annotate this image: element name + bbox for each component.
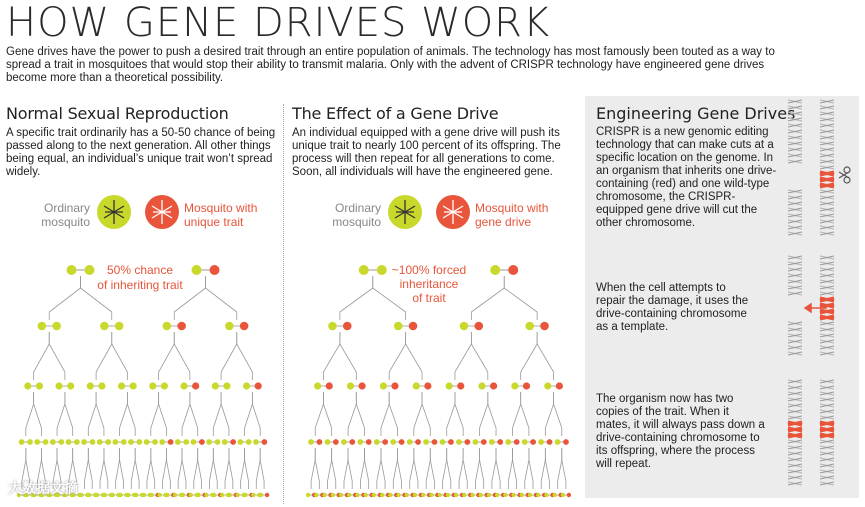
mosquito-node bbox=[380, 382, 387, 389]
mosquito-node bbox=[243, 382, 250, 389]
mosquito-node bbox=[85, 265, 95, 275]
mosquito-node bbox=[399, 439, 405, 445]
mosquito-node bbox=[495, 493, 499, 497]
mosquito-node bbox=[446, 493, 450, 497]
mosquito-node bbox=[199, 439, 205, 445]
mosquito-node bbox=[246, 439, 252, 445]
chance-label-1: ~100% forced bbox=[391, 263, 467, 277]
mosquito-node bbox=[328, 322, 337, 331]
mosquito-node bbox=[372, 493, 376, 497]
mosquito-node bbox=[130, 382, 137, 389]
mosquito-node bbox=[446, 382, 453, 389]
mosquito-node bbox=[192, 382, 199, 389]
mosquito-node bbox=[343, 322, 352, 331]
drive-heading: The Effect of a Gene Drive bbox=[292, 104, 499, 123]
mosquito-node bbox=[470, 493, 474, 497]
mosquito-node bbox=[308, 439, 314, 445]
ordinary-label-1: Ordinary bbox=[334, 201, 381, 215]
mosquito-node bbox=[259, 493, 263, 497]
ordinary-label-1: Ordinary bbox=[43, 201, 90, 215]
mosquito-node bbox=[228, 493, 232, 497]
mosquito-node bbox=[552, 493, 556, 497]
unique-label-1: Mosquito with bbox=[475, 201, 549, 215]
mosquito-node bbox=[405, 493, 409, 497]
mosquito-node bbox=[456, 439, 462, 445]
mosquito-node bbox=[19, 439, 25, 445]
mosquito-node bbox=[222, 439, 228, 445]
mosquito-node bbox=[157, 493, 161, 497]
mosquito-node bbox=[563, 439, 569, 445]
mosquito-node bbox=[142, 493, 146, 497]
mosquito-node bbox=[215, 439, 221, 445]
mosquito-node bbox=[474, 322, 483, 331]
mosquito-node bbox=[525, 322, 534, 331]
mosquito-node bbox=[183, 439, 189, 445]
mosquito-node bbox=[478, 382, 485, 389]
mosquito-node bbox=[490, 382, 497, 389]
step1-text: CRISPR is a new genomic editing technology that can make cuts at a specific location on the genome. In an organism that inherits one drive-containing (red) and one wild-type chromosome, the CRISPR-equipped gene drive will cut the other chromosome. bbox=[596, 126, 777, 229]
mosquito-node bbox=[110, 493, 114, 497]
mosquito-node bbox=[168, 439, 174, 445]
mosquito-node bbox=[479, 493, 483, 497]
mosquito-node bbox=[440, 439, 446, 445]
mosquito-node bbox=[359, 265, 369, 275]
chromosome bbox=[788, 100, 802, 235]
mosquito-node bbox=[317, 439, 323, 445]
mosquito-node bbox=[38, 322, 47, 331]
ordinary-label-2: mosquito bbox=[41, 215, 90, 229]
chance-label-2: of inheriting trait bbox=[97, 278, 183, 292]
page-title: HOW GENE DRIVES WORK bbox=[6, 0, 551, 46]
drive-section bbox=[292, 104, 577, 179]
mosquito-node bbox=[240, 322, 249, 331]
mosquito-node bbox=[540, 322, 549, 331]
mosquito-node bbox=[103, 493, 107, 497]
mosquito-node bbox=[505, 439, 511, 445]
mosquito-node bbox=[355, 493, 359, 497]
mosquito-node bbox=[52, 322, 61, 331]
mosquito-node bbox=[314, 493, 318, 497]
mosquito-node bbox=[225, 322, 234, 331]
mosquito-node bbox=[413, 493, 417, 497]
step3-text: The organism now has two copies of the trait. When it mates, it will always pass down a drive-containing chromosome to its offspring, where the process will repeat. bbox=[596, 393, 765, 470]
mosquito-node bbox=[206, 439, 212, 445]
mosquito-node bbox=[67, 382, 74, 389]
mosquito-node bbox=[457, 382, 464, 389]
mosquito-node bbox=[357, 439, 363, 445]
engineering-heading: Engineering Gene Drives bbox=[596, 104, 796, 123]
mosquito-node bbox=[382, 439, 388, 445]
mosquito-node bbox=[100, 322, 109, 331]
mosquito-node bbox=[212, 493, 216, 497]
mosquito-node bbox=[87, 382, 94, 389]
mosquito-node bbox=[407, 439, 413, 445]
scissors-icon bbox=[839, 167, 850, 183]
chromosome bbox=[820, 256, 834, 355]
chromosome bbox=[788, 256, 802, 355]
mosquito-node bbox=[121, 439, 127, 445]
mosquito-node bbox=[134, 493, 138, 497]
mosquito-node bbox=[24, 382, 31, 389]
mosquito-node bbox=[177, 322, 186, 331]
mosquito-node bbox=[460, 322, 469, 331]
mosquito-node bbox=[204, 493, 208, 497]
drive-text: An individual equipped with a gene drive will push its unique trait to nearly 100 percent of its offspring. The process will then repeat for all generations to come. Soon, all individuals will have the engineered gene. bbox=[292, 127, 561, 178]
mosquito-node bbox=[347, 493, 351, 497]
mosquito-node bbox=[339, 493, 343, 497]
mosquito-node bbox=[326, 382, 333, 389]
mosquito-node bbox=[341, 439, 347, 445]
mosquito-node bbox=[118, 493, 122, 497]
mosquito-node bbox=[265, 493, 269, 497]
mosquito-node bbox=[424, 382, 431, 389]
mosquito-node bbox=[152, 439, 158, 445]
mosquito-node bbox=[136, 439, 142, 445]
mosquito-node bbox=[34, 439, 40, 445]
mosquito-node bbox=[118, 382, 125, 389]
mosquito-node bbox=[97, 439, 103, 445]
ordinary-label-2: mosquito bbox=[332, 215, 381, 229]
mosquito-node bbox=[163, 322, 172, 331]
mosquito-node bbox=[255, 382, 262, 389]
mosquito-node bbox=[366, 439, 372, 445]
mosquito-node bbox=[388, 493, 392, 497]
mosquito-node bbox=[87, 493, 91, 497]
mosquito-node bbox=[95, 493, 99, 497]
mosquito-node bbox=[98, 382, 105, 389]
mosquito-node bbox=[220, 493, 224, 497]
mosquito-node bbox=[391, 382, 398, 389]
normal-text: A specific trait ordinarily has a 50-50 chance of being passed along to the next generation. All other things being equal, an individual’s unique trait won’t spread widely. bbox=[6, 127, 276, 178]
mosquito-node bbox=[520, 493, 524, 497]
mosquito-node bbox=[58, 439, 64, 445]
mosquito-node bbox=[27, 439, 33, 445]
mosquito-node bbox=[331, 493, 335, 497]
mosquito-node bbox=[237, 439, 243, 445]
mosquito-node bbox=[556, 382, 563, 389]
chance-label-2: inheritance bbox=[399, 277, 459, 291]
chance-label-1: 50% chance bbox=[106, 263, 174, 277]
mosquito-node bbox=[126, 493, 130, 497]
mosquito-node bbox=[74, 439, 80, 445]
mosquito-node bbox=[421, 493, 425, 497]
mosquito-node bbox=[380, 493, 384, 497]
mosquito-node bbox=[223, 382, 230, 389]
mosquito-node bbox=[544, 493, 548, 497]
mosquito-node bbox=[514, 439, 520, 445]
mosquito-node bbox=[175, 439, 181, 445]
mosquito-node bbox=[464, 439, 470, 445]
unique-label-2: unique trait bbox=[184, 215, 244, 229]
normal-section bbox=[6, 104, 276, 179]
mosquito-node bbox=[159, 439, 165, 445]
mosquito-node bbox=[390, 439, 396, 445]
watermark-logo: 大数据文摘 bbox=[8, 480, 78, 496]
mosquito-node bbox=[497, 439, 503, 445]
mosquito-node bbox=[144, 439, 150, 445]
mosquito-node bbox=[511, 493, 515, 497]
mosquito-node bbox=[523, 382, 530, 389]
generation-tree bbox=[17, 265, 270, 497]
mosquito-node bbox=[536, 493, 540, 497]
mosquito-node bbox=[251, 493, 255, 497]
mosquito-node bbox=[555, 439, 561, 445]
mosquito-node bbox=[547, 439, 553, 445]
mosquito-node bbox=[503, 493, 507, 497]
mosquito-node bbox=[115, 322, 124, 331]
mosquito-node bbox=[481, 439, 487, 445]
mosquito-node bbox=[349, 439, 355, 445]
mosquito-node bbox=[508, 265, 518, 275]
mosquito-node bbox=[189, 493, 193, 497]
mosquito-node bbox=[180, 382, 187, 389]
chromosome-illustrations bbox=[781, 96, 859, 498]
engineering-panel bbox=[585, 96, 859, 498]
mosquito-node bbox=[396, 493, 400, 497]
mosquito-node bbox=[90, 439, 96, 445]
mosquito-node bbox=[81, 439, 87, 445]
mosquito-node bbox=[112, 439, 118, 445]
mosquito-node bbox=[333, 439, 339, 445]
mosquito-node bbox=[210, 265, 220, 275]
mosquito-node bbox=[409, 322, 418, 331]
chromosome bbox=[788, 380, 802, 485]
mosquito-node bbox=[36, 382, 43, 389]
mosquito-node bbox=[173, 493, 177, 497]
mosquito-node bbox=[196, 493, 200, 497]
mosquito-node bbox=[325, 439, 331, 445]
chance-label-3: of trait bbox=[412, 291, 446, 305]
mosquito-node bbox=[377, 265, 387, 275]
mosquito-node bbox=[43, 439, 49, 445]
mosquito-node bbox=[394, 322, 403, 331]
mosquito-node bbox=[243, 493, 247, 497]
mosquito-node bbox=[212, 382, 219, 389]
mosquito-node bbox=[487, 493, 491, 497]
mosquito-node bbox=[149, 382, 156, 389]
normal-heading: Normal Sexual Reproduction bbox=[6, 104, 229, 123]
mosquito-node bbox=[347, 382, 354, 389]
mosquito-node bbox=[511, 382, 518, 389]
mosquito-node bbox=[413, 382, 420, 389]
mosquito-node bbox=[528, 493, 532, 497]
mosquito-node bbox=[150, 493, 154, 497]
mosquito-node bbox=[161, 382, 168, 389]
mosquito-node bbox=[437, 493, 441, 497]
mosquito-node bbox=[448, 439, 454, 445]
mosquito-node bbox=[165, 493, 169, 497]
mosquito-node bbox=[415, 439, 421, 445]
mosquito-node bbox=[538, 439, 544, 445]
unique-label-2: gene drive bbox=[475, 215, 532, 229]
mosquito-node bbox=[374, 439, 380, 445]
mosquito-node bbox=[472, 439, 478, 445]
mosquito-node bbox=[230, 439, 236, 445]
normal-inheritance-tree bbox=[0, 190, 285, 505]
mosquito-node bbox=[261, 439, 267, 445]
mosquito-node bbox=[363, 493, 367, 497]
mosquito-node bbox=[55, 382, 62, 389]
intro-text: Gene drives have the power to push a desired trait through an entire population of animals. The technology has most famously been touted as a way to spread a trait in mosquitoes that would stop their ability to transmit malaria. Only with the advent of CRISPR technology have engineered gene drives become more than a theoretical possibility. bbox=[6, 46, 775, 84]
mosquito-node bbox=[66, 439, 72, 445]
mosquito-node bbox=[67, 265, 77, 275]
mosquito-node bbox=[489, 439, 495, 445]
mosquito-node bbox=[192, 265, 202, 275]
chromosome bbox=[820, 380, 834, 485]
mosquito-node bbox=[544, 382, 551, 389]
mosquito-node bbox=[322, 493, 326, 497]
mosquito-node bbox=[522, 439, 528, 445]
mosquito-node bbox=[490, 265, 500, 275]
unique-label-1: Mosquito with bbox=[184, 201, 258, 215]
mosquito-node bbox=[454, 493, 458, 497]
mosquito-node bbox=[253, 439, 259, 445]
mosquito-node bbox=[306, 493, 310, 497]
mosquito-node bbox=[359, 382, 366, 389]
mosquito-node bbox=[462, 493, 466, 497]
mosquito-node bbox=[235, 493, 239, 497]
mosquito-node bbox=[567, 493, 571, 497]
mosquito-node bbox=[79, 493, 83, 497]
step2-text: When the cell attempts to repair the damage, it uses the drive-containing chromosome as a template. bbox=[596, 282, 749, 333]
mosquito-node bbox=[429, 493, 433, 497]
mosquito-node bbox=[181, 493, 185, 497]
mosquito-node bbox=[432, 439, 438, 445]
mosquito-node bbox=[191, 439, 197, 445]
drive-inheritance-tree bbox=[285, 190, 580, 505]
mosquito-node bbox=[50, 439, 56, 445]
mosquito-node bbox=[314, 382, 321, 389]
chromosome bbox=[820, 100, 834, 235]
mosquito-node bbox=[530, 439, 536, 445]
mosquito-node bbox=[423, 439, 429, 445]
mosquito-node bbox=[128, 439, 134, 445]
mosquito-node bbox=[561, 493, 565, 497]
mosquito-node bbox=[105, 439, 111, 445]
